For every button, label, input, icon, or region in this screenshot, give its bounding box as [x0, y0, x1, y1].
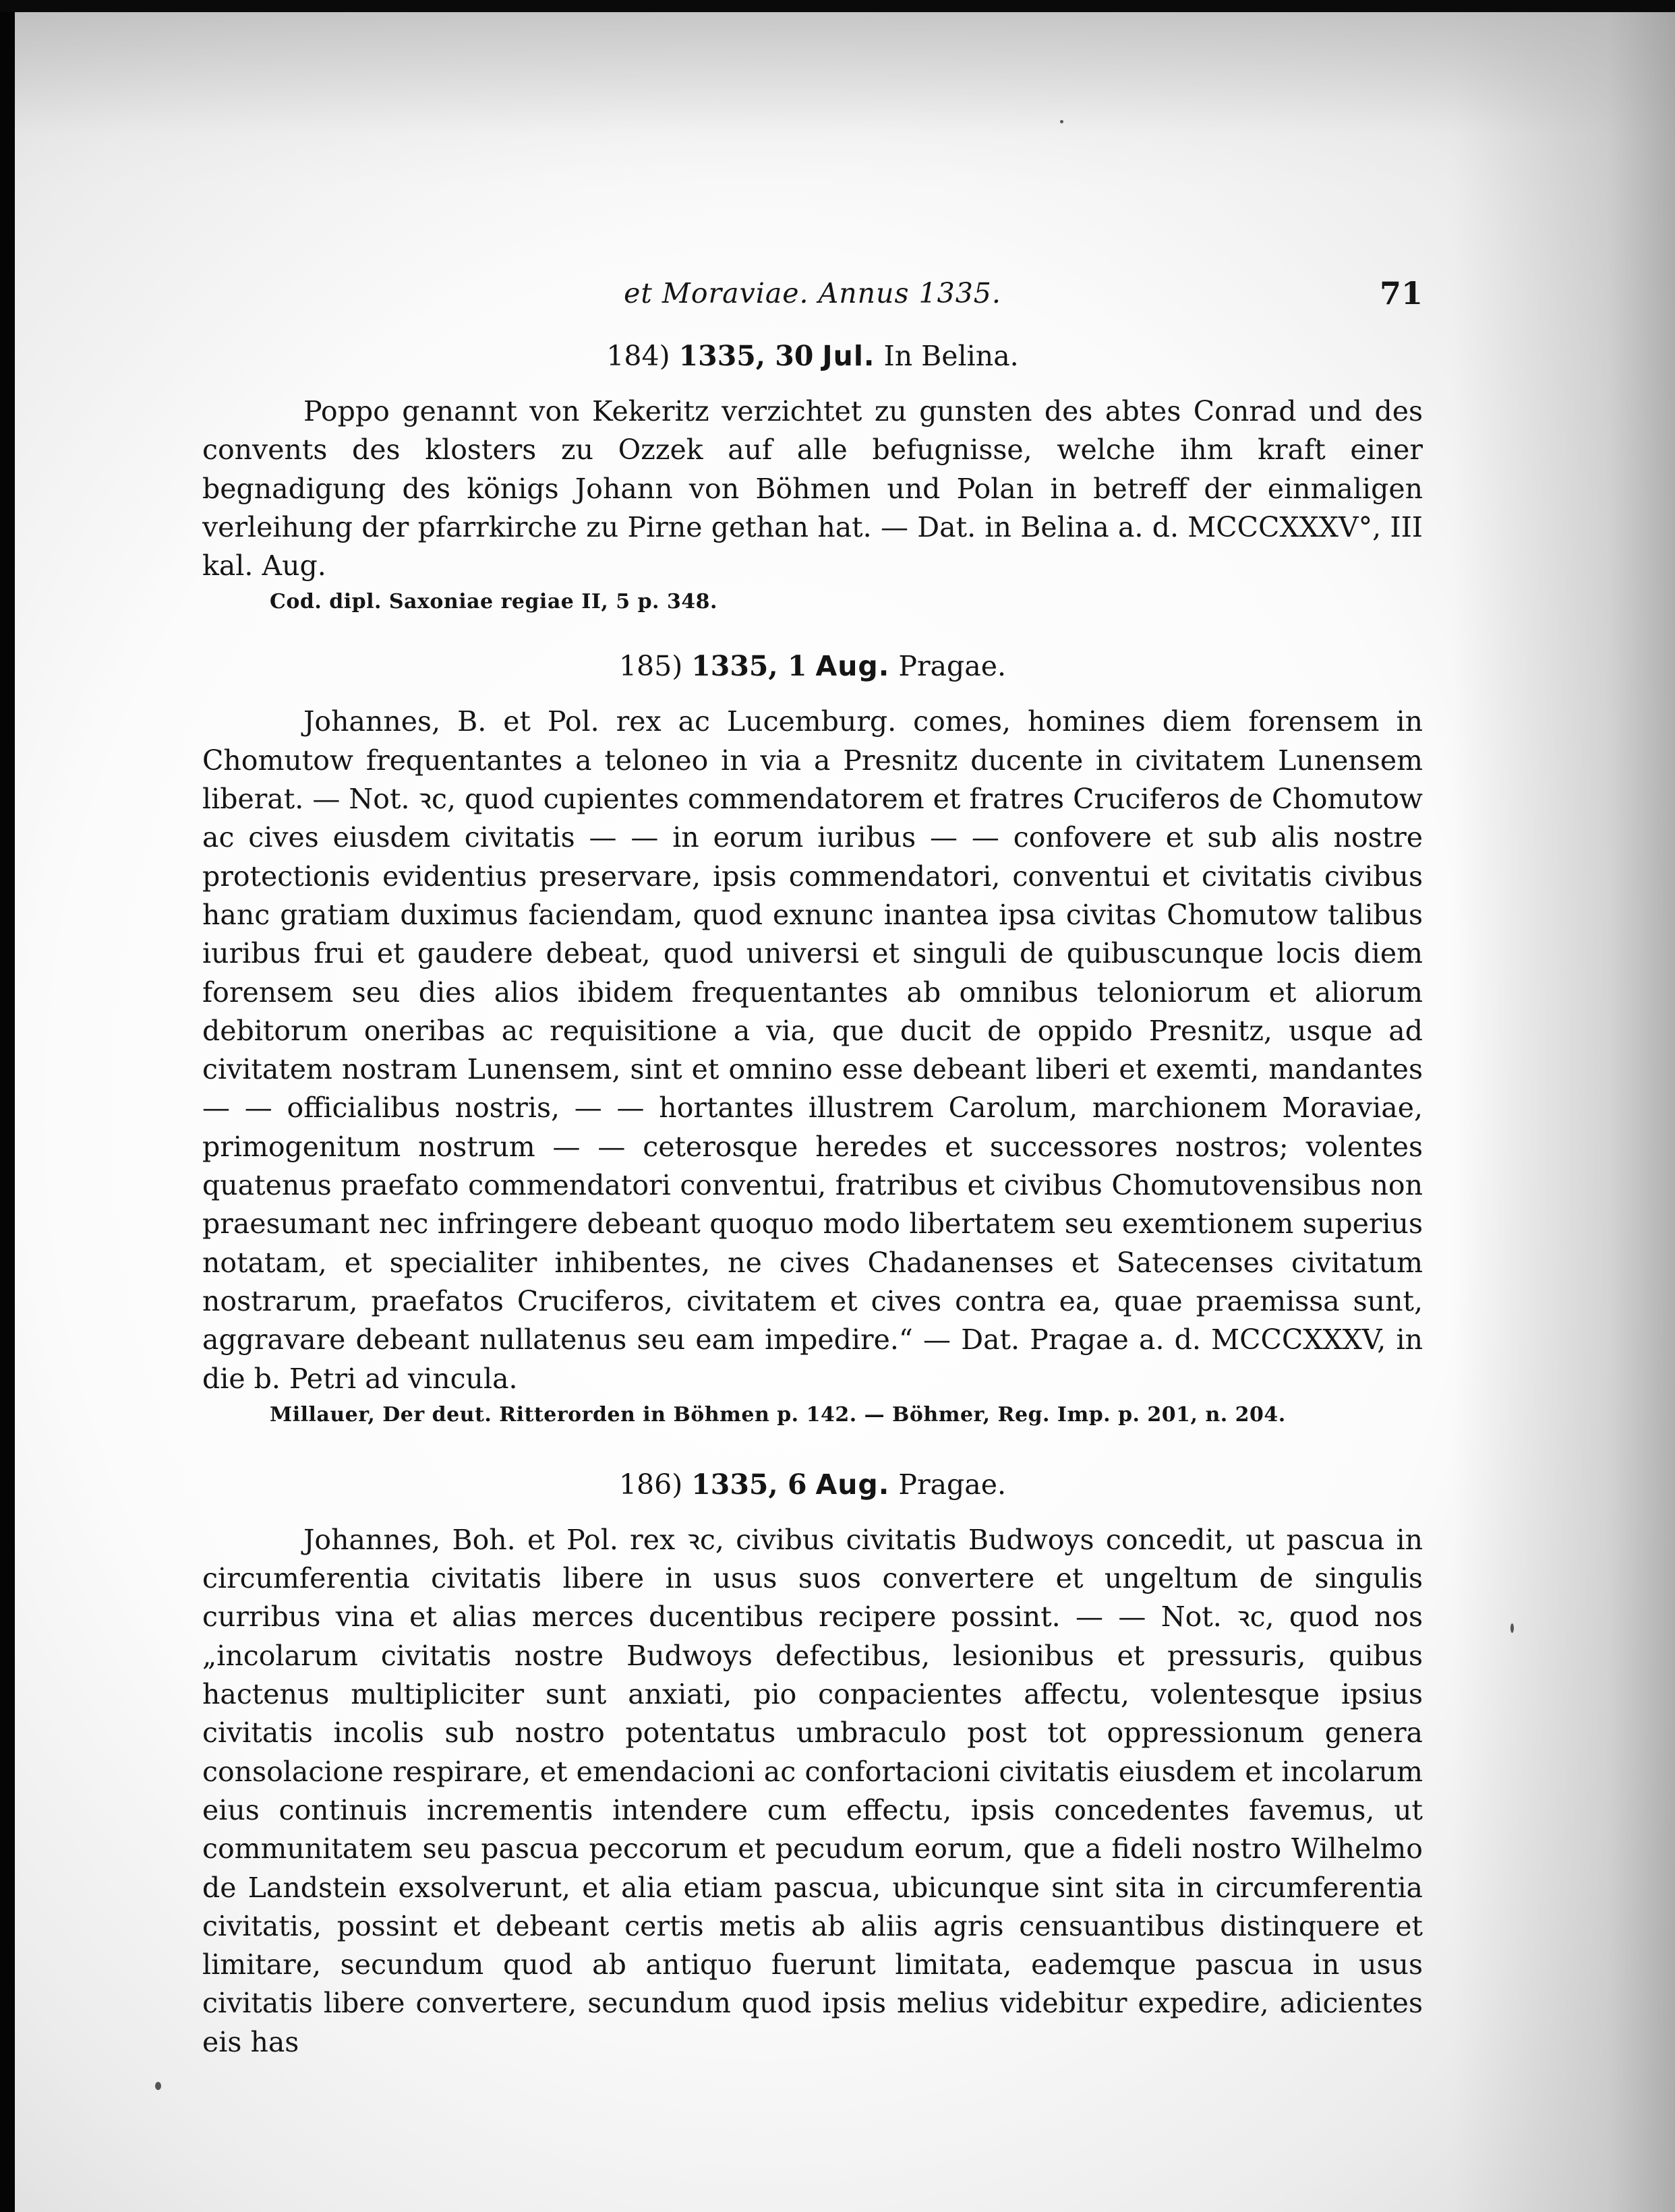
scan-speck [155, 2082, 161, 2090]
entry-number: 185) [618, 650, 683, 683]
entry-text: Johannes, Boh. et Pol. rex ꝛc, civibus civitatis Budwoys concedit, ut pascua in circumferentia civitatis libere in usus suos convertere et ungeltum de singulis curribus vina et alias merces ducentibus recipere possint. — — Not. ꝛc, quod nos „incolarum civitatis nostre Budwoys defectibus, lesionibus et pressuris, quibus hactenus multipliciter sunt anxiati, pio conpacientes affectu, volentesque ipsius civitatis incolis sub nostro potentatus umbraculo post tot oppressionum genera consolacione respirare, et emendacioni ac confortacioni civitatis eiusdem et incolarum eius continuis incrementis intendere cum effectu, ipsis concedentes favemus, ut communitatem seu pascua peccorum et pecudum eorum, que a fideli nostro Wilhelmo de Landstein exsolverunt, et alia etiam pascua, ubicunque sint sita in circumferentia civitatis, possint et debeant certis metis ab aliis agris censuantibus distinquere et limitare, secundum quod ab antiquo fuerunt limitata, eademque pascua in usus civitatis libere convertere, secundum quod ipsis melius videbitur expedire, adicientes eis has [202, 1523, 1423, 2058]
page-shadow-right [1452, 12, 1675, 2212]
entry-place: Pragae. [898, 1468, 1007, 1501]
charter-entry [202, 337, 1423, 616]
entry-place: Pragae. [898, 650, 1007, 683]
entry-place: In Belina. [883, 340, 1019, 372]
entry-number: 186) [618, 1468, 683, 1501]
scan-speck [1060, 120, 1063, 123]
entry-date: 1335, 1 [691, 650, 807, 683]
entry-date: 1335, 30 [678, 340, 814, 372]
page-number: 71 [1379, 275, 1423, 311]
entry-number: 184) [606, 340, 670, 372]
scan-edge-top [0, 0, 1675, 12]
entry-source: Millauer, Der deut. Ritterorden in Böhmen p. 142. — Böhmer, Reg. Imp. p. 201, n. 204. [270, 1402, 1286, 1427]
page-header [202, 270, 1423, 317]
page-body [202, 337, 1423, 2062]
scan-speck [1510, 1623, 1514, 1633]
entry-date: 1335, 6 [691, 1468, 807, 1501]
page-shadow-top [15, 12, 1675, 187]
entry-source: Cod. dipl. Saxoniae regiae II, 5 p. 348. [270, 590, 718, 614]
entry-month: Aug. [815, 1468, 890, 1501]
entry-month: Jul. [822, 340, 875, 372]
entry-month: Aug. [815, 650, 890, 683]
entry-text: Poppo genannt von Kekeritz verzichtet zu gunsten des abtes Conrad und des convents des klosters zu Ozzek auf alle befugnisse, welche ihm kraft einer begnadigung des königs Johann von Böhmen und Polan in betreff der einmaligen verleihung der pfarrkirche zu Pirne gethan hat. — Dat. in Belina a. d. MCCCXXXV°, III kal. Aug. [202, 395, 1423, 582]
scan-edge-left [0, 0, 15, 2212]
entry-heading [202, 1466, 1423, 1503]
running-head: et Moraviae. Annus 1335. [624, 277, 1001, 309]
charter-entry [202, 647, 1423, 1429]
charter-entry [202, 1466, 1423, 2062]
entry-heading [202, 647, 1423, 685]
entry-heading [202, 337, 1423, 375]
entry-text: Johannes, B. et Pol. rex ac Lucemburg. comes, homines diem forensem in Chomutow frequentantes a teloneo in via a Presnitz ducente in civitatem Lunensem liberat. — Not. ꝛc, quod cupientes commendatorem et fratres Cruciferos de Chomutow ac cives eiusdem civitatis — — in eorum iuribus — — confovere et sub alis nostre protectionis evidentius preservare, ipsis commendatori, conventui et civitatis civibus hanc gratiam duximus faciendam, quod exnunc inantea ipsa civitas Chomutow talibus iuribus frui et gaudere debeat, quod universi et singuli de quibuscunque locis diem forensem seu dies alios ibidem frequentantes ab omnibus teloniorum et aliorum debitorum oneribas ac requisitione a via, que ducit de oppido Presnitz, usque ad civitatem nostram Lunensem, sint et omnino esse debeant liberi et exemti, mandantes — — officialibus nostris, — — hortantes illustrem Carolum, marchionem Moraviae, primogenitum nostrum — — ceterosque heredes et successores nostros; volentes quatenus praefato commendatori conventui, fratribus et civibus Chomutovensibus non praesumant nec infringere debeant quoquo modo libertatem seu exemtionem superius notatam, et specialiter inhibentes, ne cives Chadanenses et Satecenses civitatum nostrarum, praefatos Cruciferos, civitatem et cives contra ea, quae praemissa sunt, aggravare debeant nullatenus seu eam impedire.“ — Dat. Pragae a. d. MCCCXXXV, in die b. Petri ad vincula. [202, 705, 1423, 1395]
